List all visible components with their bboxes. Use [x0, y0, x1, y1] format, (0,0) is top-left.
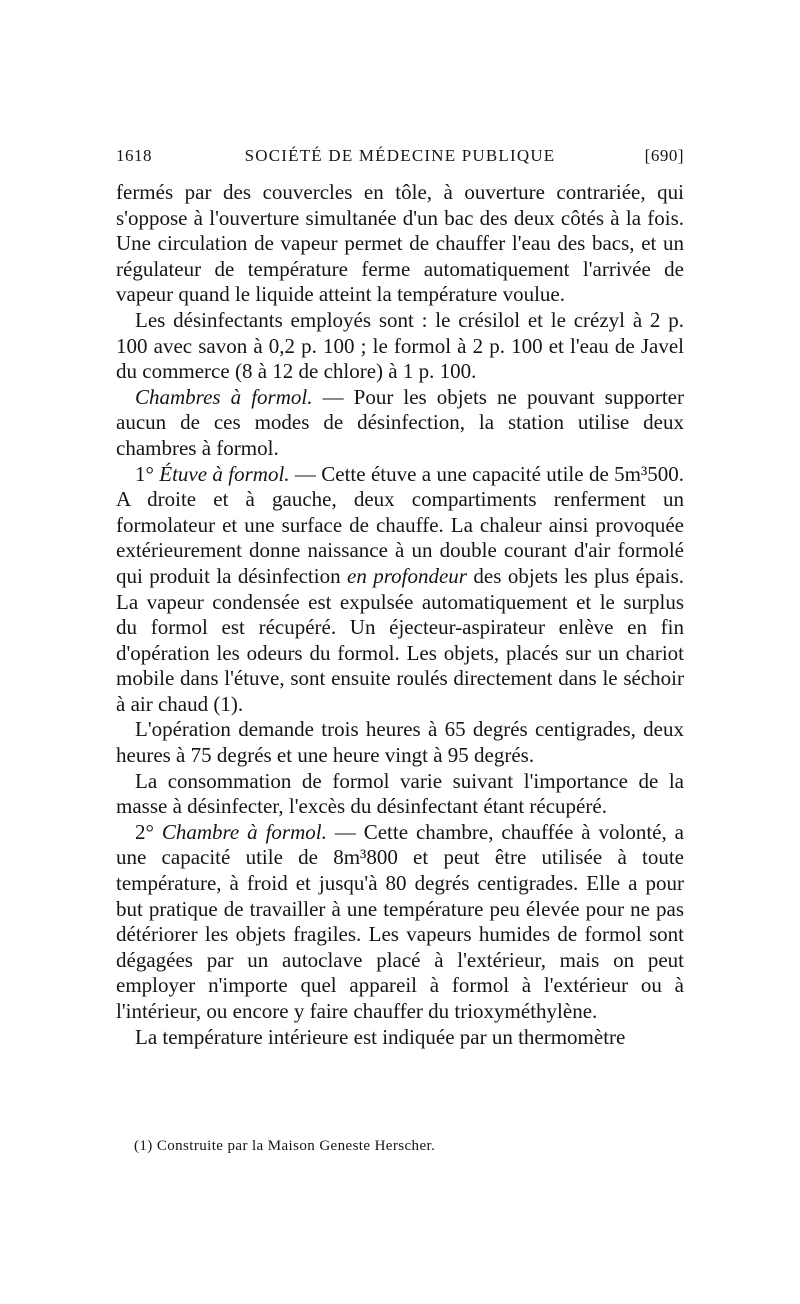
section-heading: Chambres à formol. — [135, 384, 313, 409]
section-heading: Chambre à formol. — [161, 819, 327, 844]
item-number: 2° — [135, 819, 162, 844]
section-heading: Étuve à formol. — [159, 461, 290, 486]
paragraph-text: Les désinfectants employés sont : le crésilol et le crézyl à 2 p. 100 avec savon à 0,2 p. 100 ; le formol à 2 p. 100 et l'eau de Javel du commerce (8 à 12 de chlore) à 1 p. 100. — [116, 307, 684, 384]
paragraph-text: La consommation de formol varie suivant l'importance de la masse à désinfecter, l'excès du désinfectant étant récupéré. — [116, 768, 684, 819]
paragraph-text: fermés par des couvercles en tôle, à ouverture contrariée, qui s'oppose à l'ouverture simultanée d'un bac des deux côtés à la fois. Une circulation de vapeur permet de chauffer l'eau des bacs, et un régulateur de température ferme automatiquement l'arrivée de vapeur quand le liquide atteint la température voulue. — [116, 180, 684, 307]
paragraph-etuve — [116, 462, 684, 718]
page-number: 1618 — [116, 146, 152, 165]
footnote: (1) Construite par la Maison Geneste Herscher. — [134, 1138, 436, 1154]
paragraph-text: L'opération demande trois heures à 65 degrés centigrades, deux heures à 75 degrés et une heure vingt à 95 degrés. — [116, 717, 684, 768]
paragraph-text: des objets les plus épais. La vapeur condensée est expulsée automatiquement et le surplus du formol est récupéré. Un éjecteur-aspirateur enlève en fin d'opération les odeurs du formol. Les objets, placés sur un chariot mobile dans l'étuve, sont ensuite roulés directement dans le séchoir à air chaud (1). — [116, 563, 684, 716]
paragraph-text: — Cette chambre, chauffée à volonté, a une capacité utile de 8m³800 et peut être utilisée à toute température, à froid et jusqu'à 80 degrés centigrades. Elle a pour but pratique de travailler à une température peu élevée pour ne pas détériorer les objets fragiles. Les vapeurs humides de formol sont dégagées par un autoclave placé à l'extérieur, mais on peut employer n'importe quel appareil à formol à l'extérieur ou à l'intérieur, ou encore y faire chauffer du trioxyméthylène. — [116, 819, 684, 1023]
paragraph-text: La température intérieure est indiquée par un thermomètre — [135, 1024, 626, 1049]
paragraph-consumption — [116, 769, 684, 820]
paragraph-text: — Cette étuve a une capacité utile de 5m³500. A droite et à gauche, deux compartiments renferment un formolateur et une surface de chauffe. La chaleur ainsi provoquée extérieurement donne naissance à un double courant d'air formolé qui produit la désinfection — [116, 461, 685, 588]
paragraph-text: — Pour les objets ne pouvant supporter aucun de ces modes de désinfection, la station utilise deux chambres à formol. — [116, 384, 684, 460]
running-title: SOCIÉTÉ DE MÉDECINE PUBLIQUE — [244, 146, 556, 165]
item-number: 1° — [135, 461, 160, 486]
paragraph-disinfectants — [116, 308, 684, 385]
paragraph-formol-chambers — [116, 385, 684, 462]
emphasis-text: en profondeur — [347, 563, 467, 588]
page-header — [116, 146, 684, 170]
body-text — [116, 180, 684, 1050]
paragraph-operation — [116, 717, 684, 768]
paragraph-continued — [116, 180, 684, 308]
bracket-page-number: [690] — [644, 146, 684, 165]
paragraph-temperature — [116, 1025, 684, 1051]
paragraph-chamber — [116, 820, 684, 1025]
